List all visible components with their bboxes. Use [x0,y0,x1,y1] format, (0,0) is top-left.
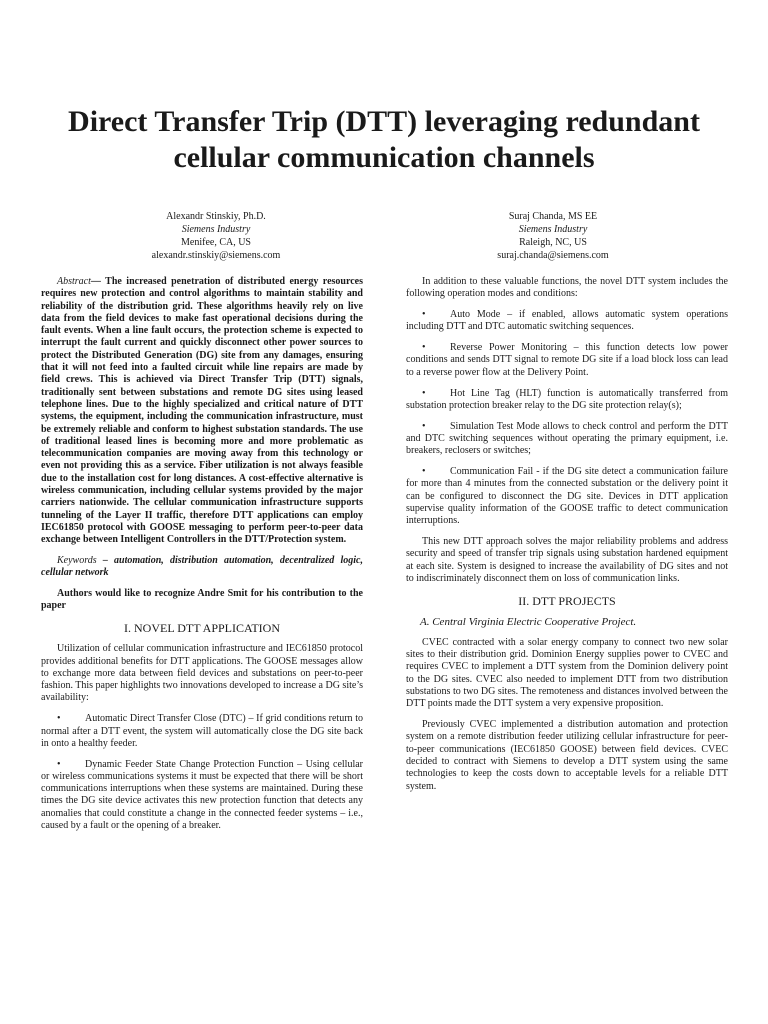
bullet-text: Dynamic Feeder State Change Protection Function – Using cellular or wireless communications systems it must be expected that there will be short communications interruptions when these systems are maintained. During these times the DG site device activates this new protection function that detects any anomalies that could constitute a change in the connected feeder systems – i.e., caused by a fault or the opening of a breaker. [41,758,363,832]
bullet-item [406,388,728,413]
author-location: Menifee, CA, US [181,237,251,248]
paragraph: In addition to these valuable functions, the novel DTT system includes the following operation modes and conditions: [406,276,728,300]
bullet-symbol: • [422,420,426,432]
bullet-text: Hot Line Tag (HLT) function is automatically transferred from substation protection breaker relay to the DG site protection relay(s); [406,387,728,411]
author-affiliation: Siemens Industry [181,224,251,235]
author-block-2 [423,210,683,262]
paragraph: CVEC contracted with a solar energy company to connect two new solar sites to their distribution grid. Dominion Energy supplies power to CVEC and requires CVEC to implement a DTT system from the Dominion delivery point to the DG sites. CVEC also needed to implement DTT from two distribution substations to two DG sites. The remoteness and distances involved between the DTT points made the DTT system a very expensive proposition. [406,636,728,710]
bullet-item [406,466,728,527]
paper-title: Direct Transfer Trip (DTT) leveraging redundant cellular communication channels [68,105,700,174]
subsection-heading: A. Central Virginia Electric Cooperative Project. [420,615,637,628]
abstract-text: — The increased penetration of distributed energy resources requires new protection and control algorithms to maintain stability and reliability of the distribution grid. These algorithms heavily rely on live data from the field devices to make fast operational decisions during the fault events. When a line fault occurs, the protection scheme is expected to interrupt the fault current and quickly disconnect other power sources to protect the Distributed Generation (DG) site from any damages, ensuring that it will not feed into a faulted circuit while line repairs are made by field crews. This is achieved via Direct Transfer Trip (DTT) signals, traditionally sent between substations and remote DG sites using leased telephone lines. Due to the highly specialized and critical nature of DTT systems, the equipment, including the communication infrastructure, must be extremely reliable and conform to highest substation standards. The use of traditional leased lines is becoming more and more problematic as telecommunication companies are moving away from this technology or even not providing this as a service. Fiber utilization is not always feasible due to the installation cost for long distances. A cost-effective alternative is wireless communication, including cellular systems provided by the major carriers nationwide. The cellular communication infrastructure supports tunneling of the Layer II traffic, therefore DTT applications can employ IEC61850 protocol with GOOSE messaging to perform peer-to-peer data exchange between Intelligent Controllers in the DTT/Protection system. [41,276,363,546]
bullet-item [406,421,728,458]
paragraph: Utilization of cellular communication infrastructure and IEC61850 protocol provides additional benefits for DTT applications. The GOOSE messages allow to exchange more data between field devices and substations on peer-to-peer fashion. This paper highlights two innovations developed to increase a DG site’s availability: [41,643,363,704]
paragraph: This new DTT approach solves the major reliability problems and address security and speed of transfer trip signals using substation hardened equipment at each site. System is designed to increase the availability of DG sites and not to indiscriminately disconnect them on loss of communication links. [406,536,728,584]
keywords-label: Keywords [57,555,97,567]
author-block-1 [86,210,346,262]
bullet-item [406,342,728,379]
paragraph: Previously CVEC implemented a distribution automation and protection system on a remote distribution feeder utilizing cellular infrastructure for peer-to-peer communications (IEC61850 GOOSE) between field devices. CVEC decided to contract with Siemens to develop a DTT system using the same technologies to keep the costs down to acceptable levels for a reliable DTT system. [406,719,728,792]
bullet-symbol: • [422,387,426,399]
bullet-item [406,309,728,334]
bullet-symbol: • [422,466,426,478]
bullet-text: Communication Fail - if the DG site detect a communication failure for more than 4 minutes from the connected substation or the delivery point it can be configured to disconnect the DG site. Devices in DTT application supervise quality information of the GOOSE traffic to detect communication interruptions. [406,466,728,527]
bullet-text: Automatic Direct Transfer Close (DTC) – If grid conditions return to normal after a DTT event, the system will automatically close the DG site back in onto a healthy feeder. [41,713,363,749]
section-heading-1: I. NOVEL DTT APPLICATION [124,621,280,636]
bullet-symbol: • [422,309,426,321]
keywords-text: – automation, distribution automation, decentralized logic, cellular network [41,555,363,579]
author-email: alexandr.stinskiy@siemens.com [151,250,281,261]
abstract-label: Abstract [57,276,91,287]
left-column [41,276,363,841]
bullet-item [41,759,363,833]
bullet-symbol: • [57,758,61,770]
section-heading-2: II. DTT PROJECTS [518,593,616,608]
bullet-symbol: • [57,713,61,725]
bullet-text: Auto Mode – if enabled, allows automatic system operations including DTT and DTC automatic switching sequences. [406,309,728,333]
bullet-symbol: • [422,342,426,354]
author-location: Raleigh, NC, US [519,237,587,248]
right-column [406,276,728,801]
bullet-item [41,713,363,750]
author-affiliation: Siemens Industry [518,224,588,235]
author-email: suraj.chanda@siemens.com [497,250,609,261]
author-name: Suraj Chanda, MS EE [508,211,598,222]
keywords [41,555,363,580]
author-name: Alexandr Stinskiy, Ph.D. [166,211,266,222]
acknowledgement: Authors would like to recognize Andre Smit for his contribution to the paper [41,588,363,612]
bullet-text: Reverse Power Monitoring – this function detects low power conditions and sends DTT signal to remote DG site if a load block loss can lead to a reverse power flow at the Delivery Point. [406,342,728,378]
abstract [41,276,363,547]
bullet-text: Simulation Test Mode allows to check control and perform the DTT and DTC switching sequences without operating the primary equipment, i.e. breakers, reclosers or switches; [406,420,728,457]
